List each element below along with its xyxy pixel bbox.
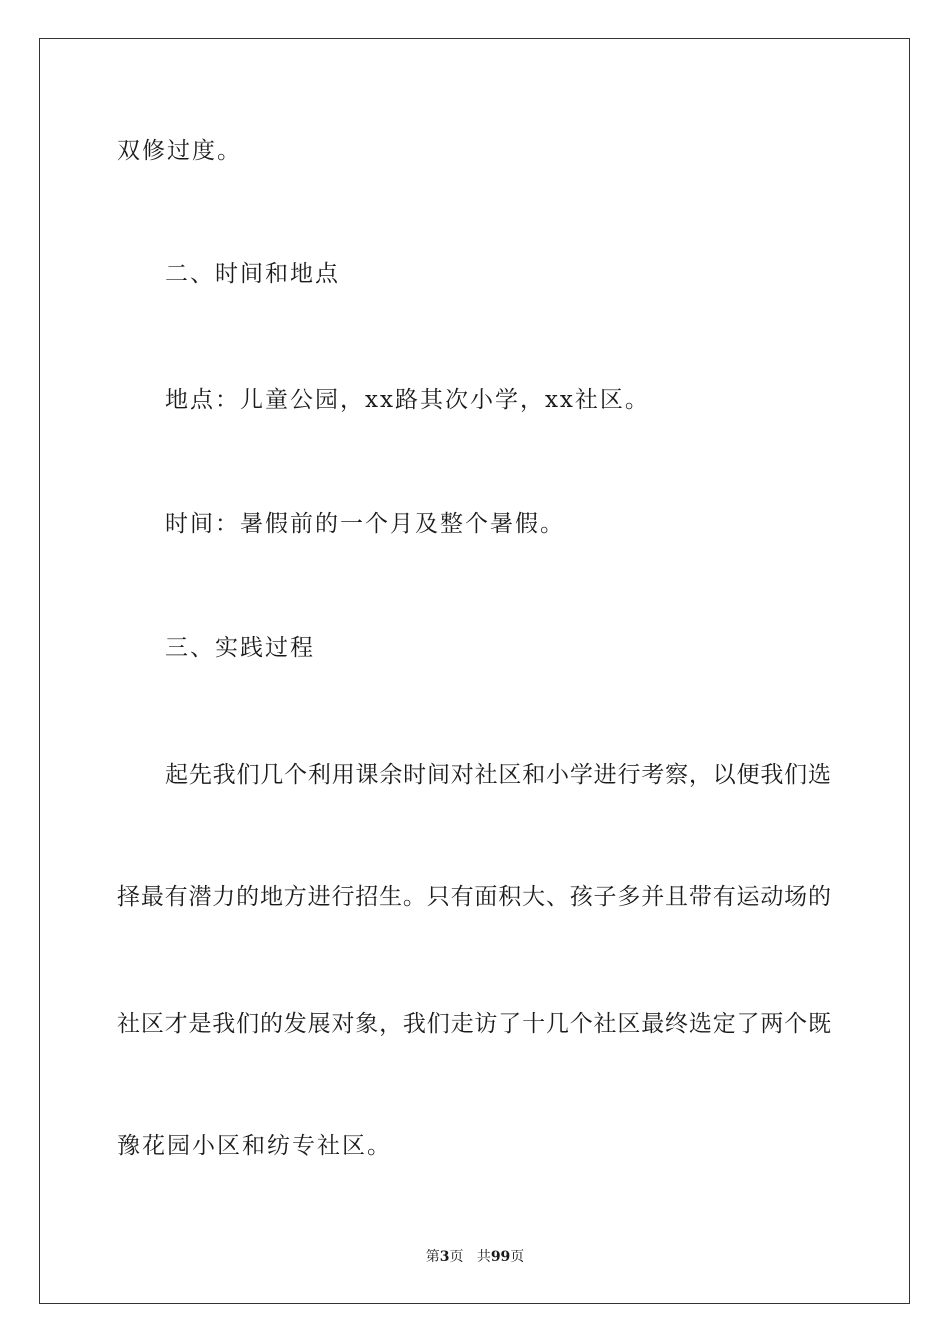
paragraph-line: 地点：儿童公园，xx路其次小学，xx社区。	[165, 387, 650, 413]
page-suffix: 页	[449, 1249, 464, 1265]
section-heading: 二、时间和地点	[165, 261, 340, 287]
paragraph-line: 起先我们几个利用课余时间对社区和小学进行考察，以便我们选	[165, 762, 831, 788]
page-number: 3	[439, 1249, 450, 1265]
paragraph-line: 双修过度。	[117, 138, 242, 164]
page-prefix: 第	[425, 1249, 440, 1265]
paragraph-line: 社区才是我们的发展对象，我们走访了十几个社区最终选定了两个既	[117, 1011, 831, 1037]
total-pages: 99	[490, 1249, 511, 1265]
page-footer	[0, 1246, 950, 1266]
total-prefix: 共	[476, 1249, 491, 1265]
paragraph-line: 豫花园小区和纺专社区。	[117, 1133, 392, 1159]
page-frame	[39, 38, 910, 1304]
paragraph-line: 择最有潜力的地方进行招生。只有面积大、孩子多并且带有运动场的	[117, 884, 831, 910]
section-heading: 三、实践过程	[165, 635, 315, 661]
total-suffix: 页	[510, 1249, 525, 1265]
paragraph-line: 时间：暑假前的一个月及整个暑假。	[165, 511, 565, 537]
